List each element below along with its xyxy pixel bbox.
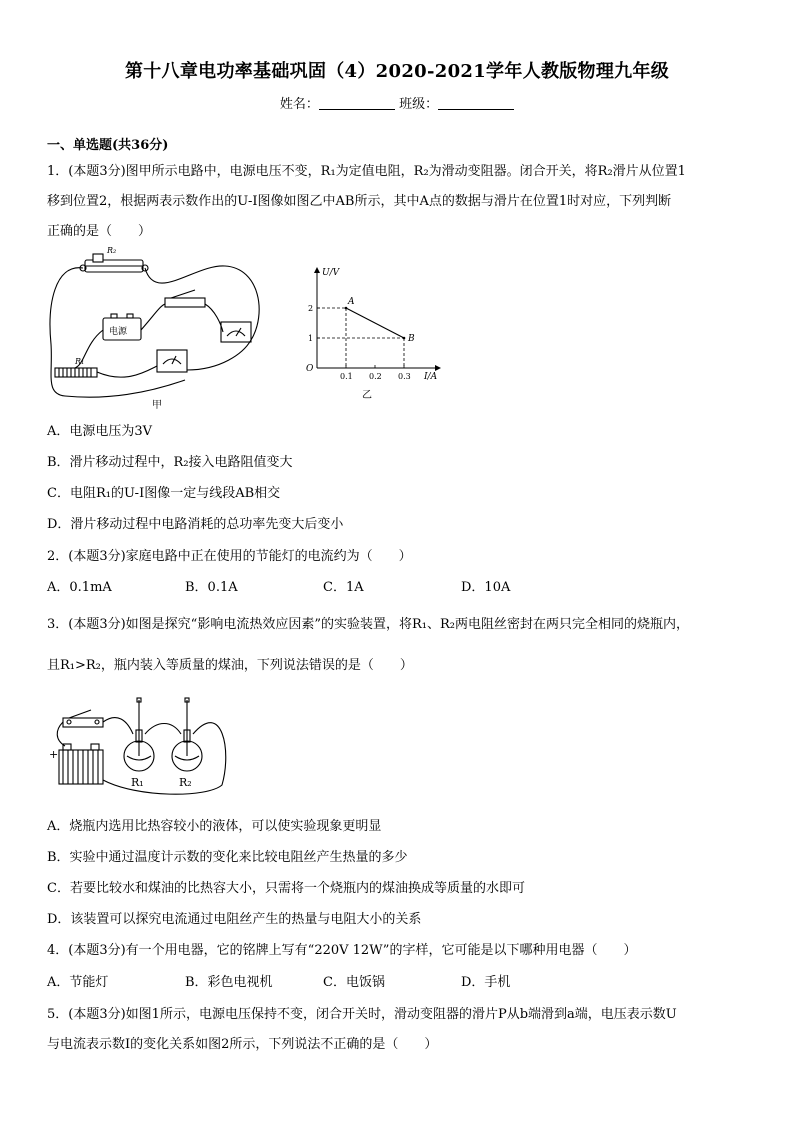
name-blank[interactable] xyxy=(319,97,395,110)
q4-option-d[interactable]: D．手机 xyxy=(461,975,511,990)
q5-line2: 与电流表示数I的变化关系如图2所示，下列说法不正确的是（ ） xyxy=(47,1037,438,1052)
q2-option-d[interactable]: D．10A xyxy=(461,580,511,595)
q4-option-a[interactable]: A．节能灯 xyxy=(47,975,109,990)
x-axis-label: I/A xyxy=(424,372,438,382)
q5-line1: 5．(本题3分)如图1所示，电源电压保持不变，闭合开关时，滑动变阻器的滑片P从b端滑到a端，电压表示数U xyxy=(47,1007,677,1022)
name-class-line xyxy=(0,93,794,112)
q2-stem: 2．(本题3分)家庭电路中正在使用的节能灯的电流约为（ ） xyxy=(47,549,412,564)
fig-jia-caption: 甲 xyxy=(152,400,162,411)
y-tick-label-1: 2 xyxy=(308,304,314,313)
x-tick-label-0: 0.1 xyxy=(340,372,353,381)
q2-option-a[interactable]: A．0.1mA xyxy=(47,580,112,595)
page-title: 第十八章电功率基础巩固（4）2020-2021学年人教版物理九年级 xyxy=(124,61,670,82)
q1-line3: 正确的是（ ） xyxy=(47,224,152,239)
q4-option-b[interactable]: B．彩色电视机 xyxy=(185,975,273,990)
q1-option-c[interactable]: C．电阻R₁的U-I图像一定与线段AB相交 xyxy=(47,486,281,501)
y-tick-label-0: 1 xyxy=(308,334,314,343)
class-blank[interactable] xyxy=(438,97,514,110)
r1-flask-label: R₁ xyxy=(131,776,144,789)
y-axis-label: U/V xyxy=(322,268,340,278)
q4-stem: 4．(本题3分)有一个用电器，它的铭牌上写有“220V 12W”的字样，它可能是以下哪种用电器（ ） xyxy=(47,943,637,958)
q3-line2: 且R₁>R₂，瓶内装入等质量的煤油，下列说法错误的是（ ） xyxy=(47,658,413,673)
segment-ab xyxy=(346,308,404,338)
battery-plus-label: + xyxy=(49,748,59,761)
x-tick-label-1: 0.2 xyxy=(369,372,382,381)
q2-option-c[interactable]: C．1A xyxy=(323,580,364,595)
origin-label: O xyxy=(306,364,314,374)
q1-option-d[interactable]: D．滑片移动过程中电路消耗的总功率先变大后变小 xyxy=(47,517,344,532)
name-label: 姓名： xyxy=(279,97,319,112)
q3-apparatus-figure xyxy=(47,690,232,800)
q1-circuit-figure xyxy=(45,244,270,414)
q2-option-b[interactable]: B．0.1A xyxy=(185,580,238,595)
x-tick-label-2: 0.3 xyxy=(398,372,411,381)
q1-option-a[interactable]: A．电源电压为3V xyxy=(47,424,153,439)
q3-option-d[interactable]: D．该装置可以探究电流通过电阻丝产生的热量与电阻大小的关系 xyxy=(47,912,422,927)
q3-option-b[interactable]: B．实验中通过温度计示数的变化来比较电阻丝产生热量的多少 xyxy=(47,850,408,865)
point-label-0: A xyxy=(348,297,355,307)
q3-option-c[interactable]: C．若要比较水和煤油的比热容大小，只需将一个烧瓶内的煤油换成等质量的水即可 xyxy=(47,881,525,896)
q1-line2: 移到位置2，根据两表示数作出的U-I图像如图乙中AB所示，其中A点的数据与滑片在位置1时对应，下列判断 xyxy=(47,194,672,209)
r1-label: R₁ xyxy=(75,357,85,366)
source-label: 电源 xyxy=(109,327,128,337)
data-point-0 xyxy=(345,307,348,310)
class-label: 班级： xyxy=(399,97,439,112)
q1-option-b[interactable]: B．滑片移动过程中，R₂接入电路阻值变大 xyxy=(47,455,293,470)
fig-yi-caption: 乙 xyxy=(362,390,372,401)
r2-label: R₂ xyxy=(107,246,117,255)
r2-flask-label: R₂ xyxy=(179,776,192,789)
q1-ui-graph xyxy=(300,262,450,402)
q4-option-c[interactable]: C．电饭锅 xyxy=(323,975,385,990)
data-point-1 xyxy=(403,337,406,340)
q3-option-a[interactable]: A．烧瓶内选用比热容较小的液体，可以使实验现象更明显 xyxy=(47,819,382,834)
section-title: 一、单选题(共36分) xyxy=(47,138,169,153)
q1-line1: 1．(本题3分)图甲所示电路中，电源电压不变，R₁为定值电阻，R₂为滑动变阻器。闭合开关，将R₂滑片从位置1 xyxy=(47,164,686,179)
q3-line1: 3．(本题3分)如图是探究“影响电流热效应因素”的实验装置，将R₁、R₂两电阻丝密封在两只完全相同的烧瓶内， xyxy=(47,617,689,632)
point-label-1: B xyxy=(408,334,415,344)
